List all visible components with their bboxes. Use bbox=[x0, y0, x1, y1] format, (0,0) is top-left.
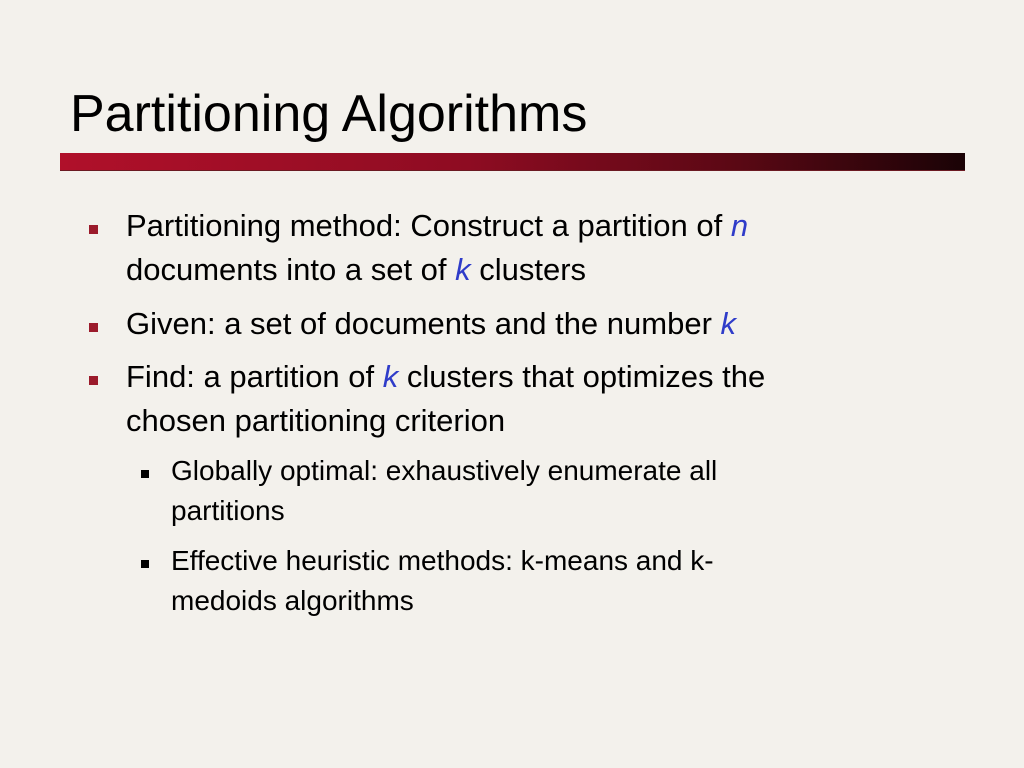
bullet-text-segment: documents into a set of bbox=[126, 252, 456, 287]
sub-bullet-line: Globally optimal: exhaustively enumerate all bbox=[171, 455, 718, 486]
sub-bullet-line: Effective heuristic methods: k-means and k- bbox=[171, 545, 714, 576]
bullet-line bbox=[126, 302, 736, 346]
sub-bullet-text bbox=[171, 451, 717, 531]
sub-bullet-marker bbox=[141, 560, 149, 568]
variable-k: k bbox=[720, 306, 737, 341]
bullet-marker bbox=[89, 225, 98, 234]
bullet-text-segment: clusters that optimizes the bbox=[398, 359, 766, 394]
variable-k: k bbox=[382, 359, 399, 394]
variable-n: n bbox=[730, 208, 749, 243]
slide-title: Partitioning Algorithms bbox=[70, 85, 588, 143]
sub-bullet-line: partitions bbox=[171, 495, 285, 526]
bullet-text bbox=[126, 204, 748, 292]
bullet-text-segment: Find: a partition of bbox=[126, 359, 383, 394]
variable-k: k bbox=[455, 252, 471, 287]
bullet-marker bbox=[89, 376, 98, 385]
bullet-text-segment: Given: a set of documents and the number bbox=[126, 306, 721, 341]
sub-bullet-text bbox=[171, 541, 714, 621]
bullet-text-segment: clusters bbox=[470, 252, 587, 287]
bullet-text bbox=[126, 302, 736, 346]
bullet-text-segment: Partitioning method: Construct a partition of bbox=[126, 208, 731, 243]
bullet-line bbox=[126, 248, 748, 292]
sub-bullet-marker bbox=[141, 470, 149, 478]
bullet-text bbox=[126, 355, 765, 443]
title-underline-bar bbox=[60, 153, 965, 170]
bullet-line: chosen partitioning criterion bbox=[126, 403, 506, 438]
bullet-marker bbox=[89, 323, 98, 332]
bullet-line bbox=[126, 355, 765, 399]
bullet-line bbox=[126, 204, 748, 248]
sub-bullet-line: medoids algorithms bbox=[171, 585, 414, 616]
